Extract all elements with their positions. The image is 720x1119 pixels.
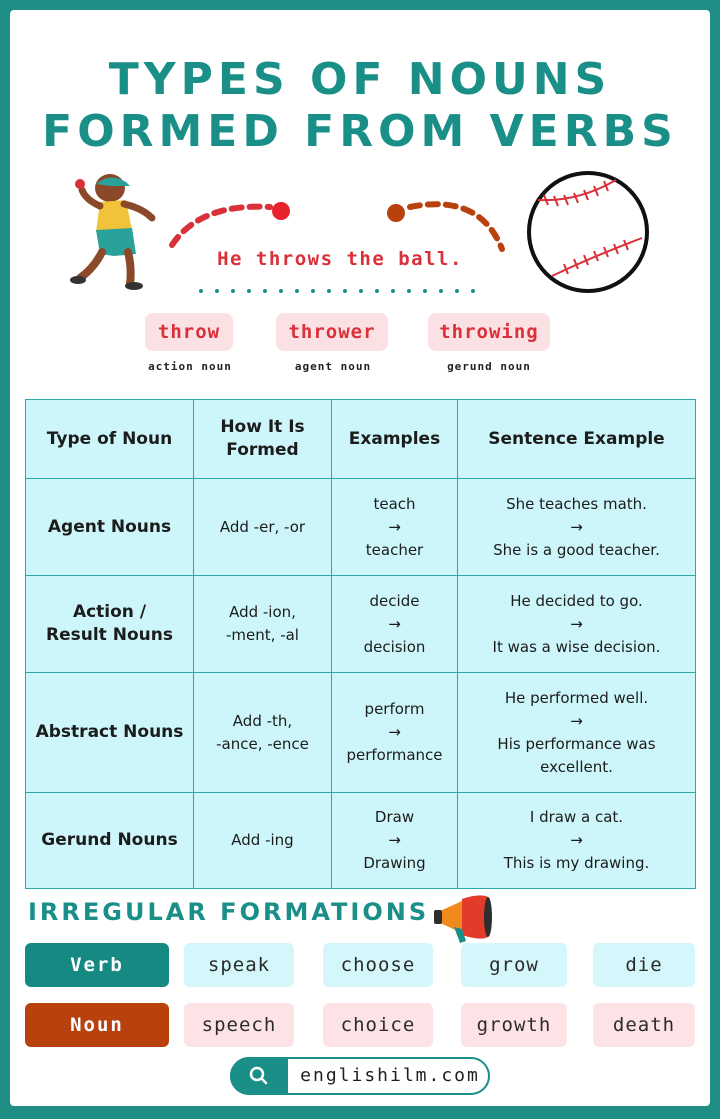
cell-sentence (458, 576, 696, 673)
cell-sentence-line: She teaches math. (506, 494, 647, 513)
cell-type (26, 479, 194, 576)
cell-formed-line: Add -th, (232, 711, 293, 730)
noun-pill: speech (184, 1003, 294, 1047)
cell-sentence-line: I draw a cat. (529, 808, 624, 826)
verb-pill: grow (461, 943, 567, 987)
search-icon (230, 1057, 288, 1095)
title-line-2: FORMED FROM VERBS (42, 106, 678, 157)
megaphone-icon (432, 893, 494, 945)
header-sentence-example: Sentence Example (458, 400, 696, 479)
cell-type-line: Result Nouns (46, 625, 173, 645)
header-type-of-noun: Type of Noun (26, 400, 194, 479)
header-how-formed-line: How It Is (220, 417, 305, 437)
cell-sentence-line: His performance was (497, 734, 656, 753)
irregular-formations-title: IRREGULAR FORMATIONS (28, 898, 430, 926)
cell-examples-line: → (388, 614, 401, 633)
boy-throwing-illustration (66, 170, 166, 295)
cell-examples-line: decide (369, 591, 420, 610)
cell-examples-line: performance (346, 746, 443, 764)
header-examples: Examples (332, 400, 458, 479)
cell-type (26, 793, 194, 889)
cell-sentence-line: He performed well. (504, 688, 649, 707)
cell-sentence-line: It was a wise decision. (492, 637, 661, 656)
word-label-gerund: gerund noun (447, 360, 531, 373)
word-label-agent: agent noun (294, 360, 372, 373)
cell-sentence-line: excellent. (540, 757, 613, 776)
website-url[interactable]: englishilm.com (300, 1065, 480, 1086)
verb-pill: speak (184, 943, 294, 987)
word-label-action: action noun (148, 360, 232, 373)
cell-examples-line: teach (373, 494, 416, 513)
cell-sentence (458, 479, 696, 576)
verb-pill: die (593, 943, 695, 987)
cell-sentence-line: → (570, 711, 583, 730)
table-row (26, 576, 696, 673)
cell-sentence-line: → (570, 517, 583, 536)
cell-sentence (458, 793, 696, 889)
cell-formed-line: Add -ing (231, 831, 294, 849)
header-how-formed (194, 400, 332, 479)
cell-examples-line: → (388, 723, 401, 741)
dotted-divider (198, 288, 486, 294)
cell-formed-line: Add -ion, (229, 603, 296, 621)
website-search-bar[interactable] (230, 1057, 490, 1095)
verb-row-label: Verb (25, 943, 169, 987)
cell-formed (194, 673, 332, 793)
cell-examples-line: perform (364, 700, 425, 718)
noun-pill: death (593, 1003, 695, 1047)
cell-type-line: Abstract Nouns (35, 722, 184, 742)
cell-type-line: Agent Nouns (47, 516, 172, 537)
cell-sentence-line: She is a good teacher. (493, 540, 660, 559)
cell-examples-line: → (388, 517, 401, 536)
search-button[interactable] (230, 1057, 288, 1095)
cell-examples (332, 793, 458, 889)
word-chip-throwing: throwing (428, 313, 550, 351)
cell-sentence (458, 673, 696, 793)
cell-type-line: Gerund Nouns (41, 830, 178, 850)
cell-type-line: Action / (72, 602, 147, 622)
table-row (26, 793, 696, 889)
noun-row-label: Noun (25, 1003, 169, 1047)
cell-type (26, 673, 194, 793)
cell-sentence-line: → (570, 831, 583, 849)
cell-examples-line: → (388, 831, 401, 849)
cell-formed (194, 576, 332, 673)
table-row (26, 673, 696, 793)
cell-formed-line: Add -er, -or (219, 517, 306, 536)
cell-formed-line: -ment, -al (226, 626, 299, 644)
title-line-1: TYPES OF NOUNS (108, 54, 612, 105)
example-sentence: He throws the ball. (217, 248, 463, 270)
cell-sentence-line: → (570, 614, 583, 633)
header-how-formed-line: Formed (226, 440, 299, 460)
noun-types-table (25, 399, 696, 889)
cell-examples-line: teacher (365, 540, 424, 559)
noun-pill: growth (461, 1003, 567, 1047)
table-header-row (26, 400, 696, 479)
cell-examples (332, 576, 458, 673)
table-row (26, 479, 696, 576)
word-chip-throw: throw (145, 313, 233, 351)
cell-formed (194, 479, 332, 576)
cell-formed-line: -ance, -ence (216, 734, 309, 753)
word-chip-thrower: thrower (276, 313, 388, 351)
cell-examples (332, 673, 458, 793)
cell-sentence-line: This is my drawing. (503, 854, 650, 872)
cell-examples-line: Draw (374, 808, 415, 826)
noun-pill: choice (323, 1003, 433, 1047)
cell-examples-line: decision (363, 637, 426, 656)
baseball-icon (524, 168, 652, 296)
cell-type (26, 576, 194, 673)
cell-examples (332, 479, 458, 576)
cell-formed (194, 793, 332, 889)
cell-sentence-line: He decided to go. (510, 591, 643, 610)
cell-examples-line: Drawing (363, 854, 426, 872)
verb-pill: choose (323, 943, 433, 987)
